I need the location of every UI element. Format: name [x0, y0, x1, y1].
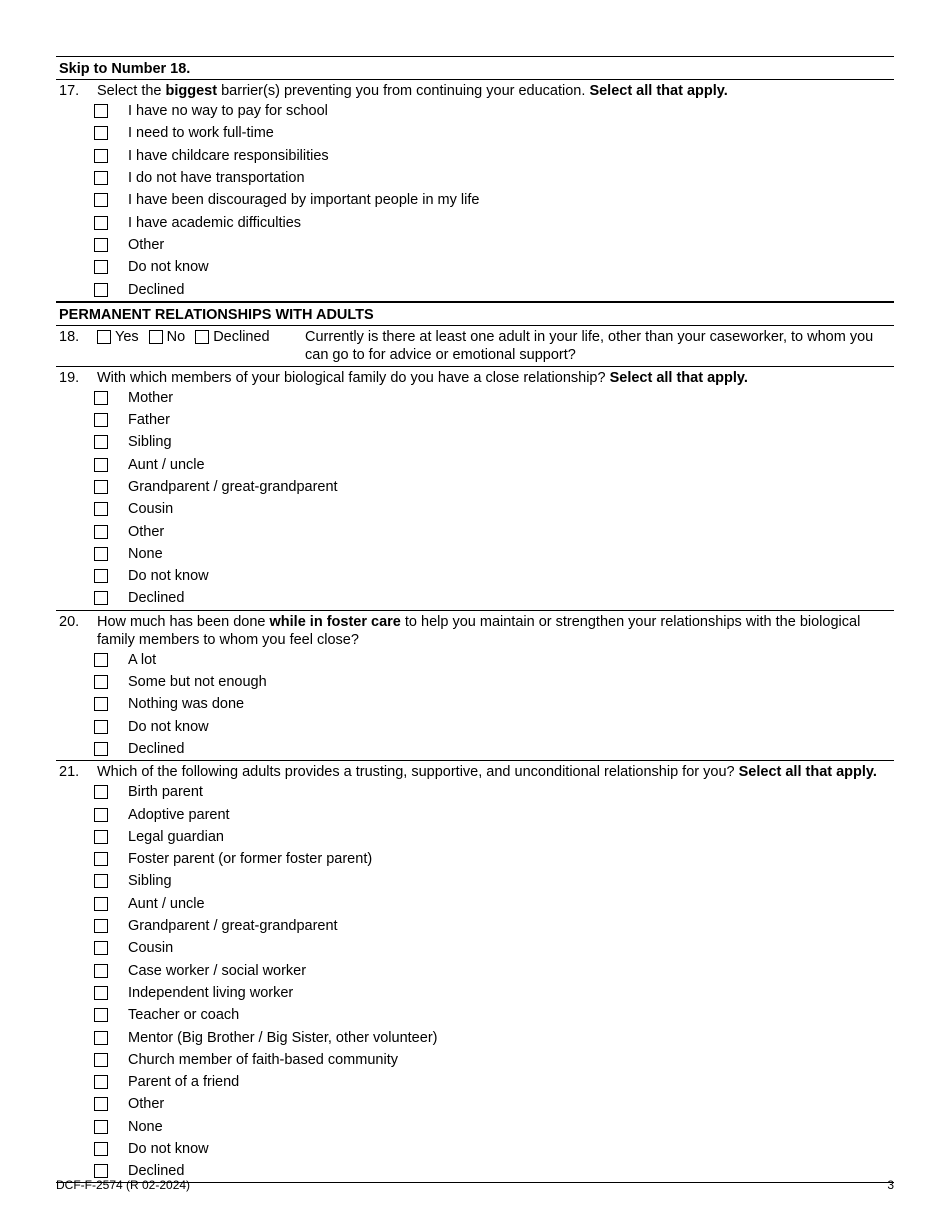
question-text: Select the biggest barrier(s) preventing you from continuing your education. Select all that apply.: [97, 83, 728, 99]
section-title: PERMANENT RELATIONSHIPS WITH ADULTS: [59, 306, 374, 323]
option-label: Case worker / social worker: [128, 962, 307, 979]
option-label: Foster parent (or former foster parent): [128, 851, 373, 868]
no-option[interactable]: [149, 328, 186, 346]
checkbox[interactable]: [94, 874, 108, 888]
checkbox[interactable]: [94, 1164, 108, 1178]
checkbox[interactable]: [94, 830, 108, 844]
checkbox[interactable]: [94, 502, 108, 516]
option-label: Other: [128, 1096, 165, 1113]
checkbox[interactable]: [94, 742, 108, 756]
checkbox[interactable]: [94, 897, 108, 911]
question-text: With which members of your biological family do you have a close relationship? Select all that apply.: [97, 369, 748, 386]
option-label: Mentor (Big Brother / Big Sister, other volunteer): [128, 1029, 438, 1046]
option-label: Yes: [115, 328, 139, 345]
checkbox-option[interactable]: [94, 848, 894, 870]
checkbox[interactable]: [94, 1120, 108, 1134]
checkbox-option[interactable]: [94, 167, 894, 189]
checkbox-option[interactable]: [94, 1071, 894, 1093]
option-label: I have academic difficulties: [128, 214, 302, 231]
checkbox-option[interactable]: [94, 234, 894, 256]
option-label: Grandparent / great-grandparent: [128, 918, 338, 935]
checkbox[interactable]: [94, 547, 108, 561]
question-number: 20.: [59, 613, 80, 630]
option-label: Declined: [128, 1163, 185, 1180]
checkbox-option[interactable]: [94, 915, 894, 937]
option-label: I do not have transportation: [128, 170, 305, 187]
checkbox-option[interactable]: [94, 543, 894, 565]
q20-options: [56, 649, 894, 760]
option-label: Aunt / uncle: [128, 895, 205, 912]
option-label: I need to work full-time: [128, 125, 274, 142]
checkbox-option[interactable]: [94, 100, 894, 122]
checkbox[interactable]: [94, 216, 108, 230]
question-19: [56, 367, 894, 610]
option-label: Adoptive parent: [128, 806, 230, 823]
option-label: I have no way to pay for school: [128, 103, 328, 120]
checkbox-option[interactable]: [94, 409, 894, 431]
checkbox[interactable]: [94, 675, 108, 689]
checkbox[interactable]: [94, 1031, 108, 1045]
checkbox[interactable]: [94, 1008, 108, 1022]
checkbox-option[interactable]: [94, 1004, 894, 1026]
checkbox-option[interactable]: [94, 1116, 894, 1138]
checkbox[interactable]: [94, 391, 108, 405]
option-label: Father: [128, 412, 170, 429]
checkbox[interactable]: [94, 919, 108, 933]
checkbox-option[interactable]: [94, 803, 894, 825]
checkbox-option[interactable]: [94, 476, 894, 498]
checkbox-option[interactable]: [94, 1138, 894, 1160]
option-label: Legal guardian: [128, 828, 224, 845]
checkbox-option[interactable]: [94, 211, 894, 233]
option-label: Grandparent / great-grandparent: [128, 479, 338, 495]
option-label: A lot: [128, 651, 157, 668]
checkbox-option[interactable]: [94, 122, 894, 144]
checkbox-option[interactable]: [94, 1049, 894, 1071]
checkbox[interactable]: [94, 720, 108, 734]
checkbox[interactable]: [94, 1097, 108, 1111]
checkbox-option[interactable]: [94, 1093, 894, 1115]
checkbox-option[interactable]: [94, 431, 894, 453]
checkbox[interactable]: [94, 852, 108, 866]
q19-options: [56, 387, 894, 610]
option-label: Some but not enough: [128, 674, 267, 691]
checkbox-option[interactable]: [94, 565, 894, 587]
q18-options: [97, 328, 305, 364]
checkbox-option[interactable]: [94, 738, 894, 760]
checkbox-option[interactable]: [94, 826, 894, 848]
question-17: [56, 80, 894, 301]
checkbox-option[interactable]: [94, 982, 894, 1004]
checkbox[interactable]: [94, 808, 108, 822]
option-label: Teacher or coach: [128, 1007, 240, 1024]
checkbox-option[interactable]: [94, 671, 894, 693]
question-number: 18.: [59, 328, 80, 345]
option-label: Cousin: [128, 940, 174, 957]
checkbox[interactable]: [94, 569, 108, 583]
checkbox-option[interactable]: [94, 587, 894, 609]
checkbox[interactable]: [94, 1053, 108, 1067]
checkbox[interactable]: [94, 785, 108, 799]
option-label: Aunt / uncle: [128, 456, 205, 473]
option-label: Sibling: [128, 434, 172, 451]
checkbox[interactable]: [94, 238, 108, 252]
checkbox[interactable]: [94, 458, 108, 472]
option-label: Cousin: [128, 501, 174, 518]
option-label: Parent of a friend: [128, 1074, 240, 1091]
skip-note: Skip to Number 18.: [59, 61, 191, 77]
yes-checkbox[interactable]: [97, 330, 111, 344]
option-label: Sibling: [128, 873, 172, 890]
checkbox[interactable]: [94, 260, 108, 274]
option-label: No: [166, 328, 186, 345]
checkbox-option[interactable]: [94, 145, 894, 167]
option-label: Declined: [128, 590, 185, 607]
checkbox-option[interactable]: [94, 781, 894, 803]
page-footer: [56, 1178, 894, 1192]
checkbox-option[interactable]: [94, 454, 894, 476]
option-label: I have childcare responsibilities: [128, 147, 329, 164]
question-18: [56, 326, 894, 364]
checkbox-option[interactable]: [94, 278, 894, 300]
option-label: Do not know: [128, 1141, 209, 1158]
q21-options: [56, 781, 894, 1182]
option-label: Mother: [128, 389, 174, 406]
page-number: 3: [887, 1178, 894, 1192]
declined-option[interactable]: [195, 328, 269, 346]
yes-option[interactable]: [97, 328, 139, 346]
checkbox[interactable]: [94, 964, 108, 978]
form-page: [56, 56, 894, 1183]
checkbox[interactable]: [94, 283, 108, 297]
checkbox[interactable]: [94, 941, 108, 955]
question-text: Which of the following adults provides a trusting, supportive, and unconditional relationship for you? Select all that apply.: [97, 764, 877, 781]
checkbox[interactable]: [94, 697, 108, 711]
declined-checkbox[interactable]: [195, 330, 209, 344]
option-label: Independent living worker: [128, 984, 294, 1001]
option-label: Church member of faith-based community: [128, 1051, 398, 1068]
checkbox[interactable]: [94, 1075, 108, 1089]
question-text: Currently is there at least one adult in your life, other than your caseworker, to whom you can go to for advice or emotional support?: [305, 328, 874, 363]
option-label: None: [128, 1118, 163, 1135]
checkbox-option[interactable]: [94, 387, 894, 409]
checkbox-option[interactable]: [94, 1026, 894, 1048]
option-label: Other: [128, 236, 165, 253]
checkbox-option[interactable]: [94, 870, 894, 892]
checkbox-option[interactable]: [94, 693, 894, 715]
option-label: Declined: [128, 281, 185, 298]
checkbox[interactable]: [94, 104, 108, 118]
checkbox-option[interactable]: [94, 960, 894, 982]
option-label: None: [128, 545, 163, 562]
form-id: DCF-F-2574 (R 02-2024): [56, 1178, 191, 1192]
checkbox[interactable]: [94, 591, 108, 605]
checkbox[interactable]: [94, 171, 108, 185]
checkbox-option[interactable]: [94, 520, 894, 542]
no-checkbox[interactable]: [149, 330, 163, 344]
question-21: [56, 761, 894, 1182]
checkbox[interactable]: [94, 149, 108, 163]
checkbox[interactable]: [94, 126, 108, 140]
option-label: Declined: [128, 740, 185, 757]
checkbox-option[interactable]: [94, 498, 894, 520]
checkbox[interactable]: [94, 1142, 108, 1156]
checkbox[interactable]: [94, 525, 108, 539]
question-text: How much has been done while in foster care to help you maintain or strengthen your relationships with the biological family members to whom you feel close?: [97, 613, 861, 648]
question-number: 19.: [59, 369, 80, 386]
checkbox-option[interactable]: [94, 649, 894, 671]
question-number: 21.: [59, 764, 80, 781]
question-number: 17.: [59, 83, 80, 99]
checkbox[interactable]: [94, 986, 108, 1000]
option-label: Do not know: [128, 718, 209, 735]
question-20: [56, 611, 894, 760]
checkbox-option[interactable]: [94, 893, 894, 915]
option-label: Nothing was done: [128, 696, 245, 713]
checkbox-option[interactable]: [94, 189, 894, 211]
option-label: Declined: [213, 328, 270, 345]
checkbox-option[interactable]: [94, 256, 894, 278]
option-label: Other: [128, 523, 165, 540]
checkbox-option[interactable]: [94, 937, 894, 959]
checkbox[interactable]: [94, 193, 108, 207]
option-label: Do not know: [128, 259, 209, 276]
checkbox[interactable]: [94, 653, 108, 667]
option-label: Do not know: [128, 568, 209, 585]
q17-options: [56, 100, 894, 301]
option-label: Birth parent: [128, 784, 203, 801]
checkbox-option[interactable]: [94, 716, 894, 738]
checkbox[interactable]: [94, 480, 108, 494]
option-label: I have been discouraged by important people in my life: [128, 192, 480, 209]
checkbox[interactable]: [94, 413, 108, 427]
checkbox[interactable]: [94, 435, 108, 449]
